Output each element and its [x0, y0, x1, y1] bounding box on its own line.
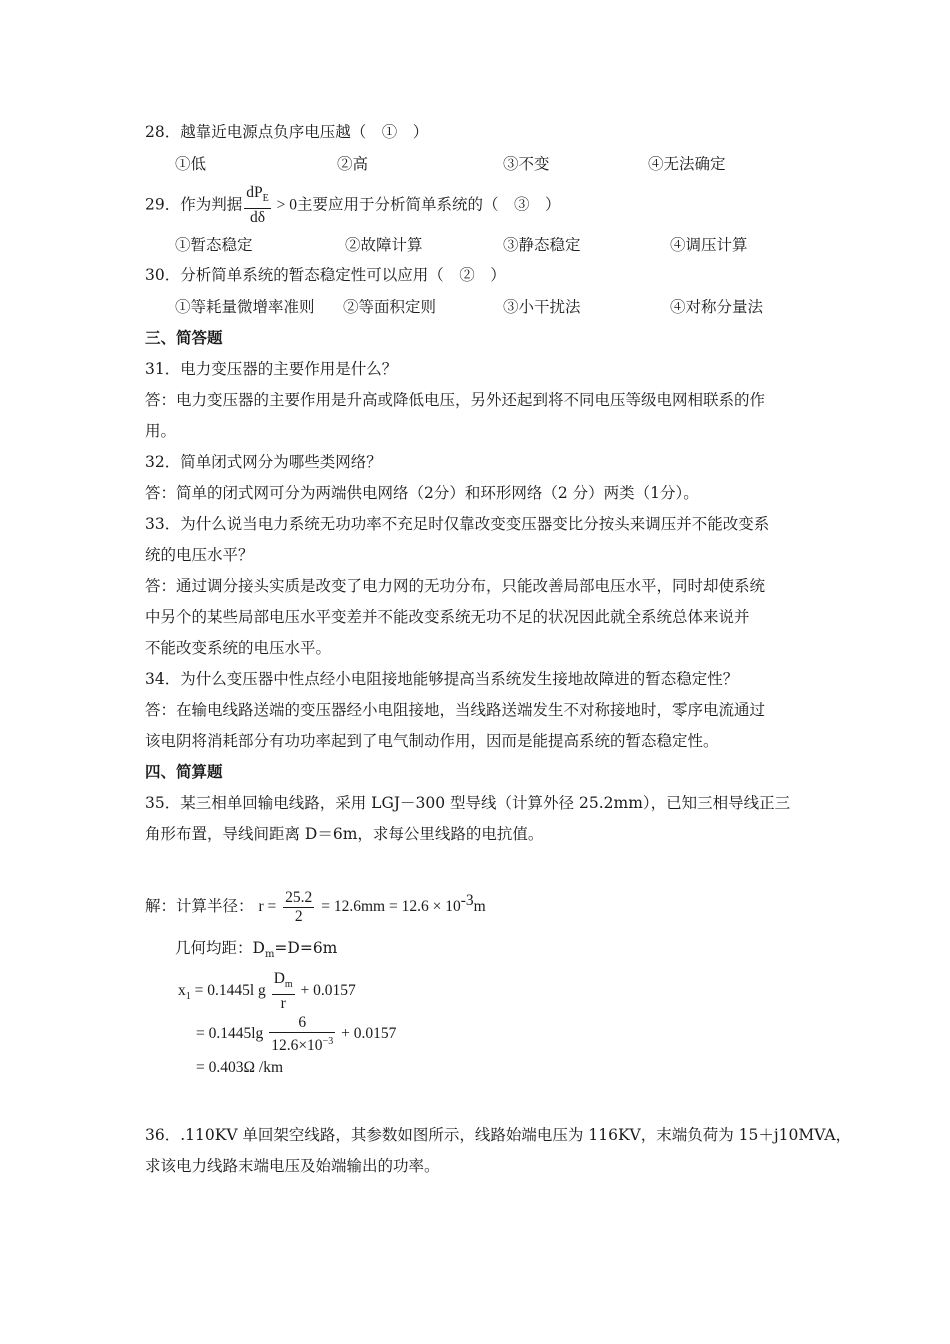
q35-x2-eq: = 0.1445lg [196, 1025, 264, 1043]
q28-stem: 28．越靠近电源点负序电压越（ ① ） [145, 123, 429, 141]
q29-derivative-fraction [244, 184, 270, 227]
q33-answer-line-3: 不能改变系统的电压水平。 [145, 639, 332, 657]
q35-x1-sub: 1 [185, 991, 191, 1003]
q30-option-2: ②等面积定则 [343, 298, 437, 316]
section-3-heading: 三、简答题 [145, 328, 223, 347]
q32-question: 32．简单闭式网分为哪些类网络？ [145, 453, 382, 471]
q28-option-3: ③不变 [503, 155, 550, 173]
q35-x1-result: = 0.403Ω /km [196, 1059, 283, 1076]
q36-line-1: 36．.110KV 单回架空线路，其参数如图所示，线路始端电压为 116KV，末端负荷为 15＋j10MVA， [145, 1126, 852, 1144]
q31-answer-line-1: 答：电力变压器的主要作用是升高或降低电压，另外还起到将不同电压等级电网相联系的作 [145, 391, 766, 409]
q36-line-2: 求该电力线路末端电压及始端输出的功率。 [145, 1157, 440, 1175]
q35-r-fraction [283, 889, 314, 926]
q35-dm-sub: m [264, 949, 275, 961]
q33-answer-line-2: 中另个的某些局部电压水平变差并不能改变系统无功不足的状况因此就全系统总体来说并 [145, 608, 750, 626]
q29-option-1: ①暂态稳定 [175, 236, 253, 254]
q33-answer-line-1: 答：通过调分接头实质是改变了电力网的无功分布，只能改善局部电压水平，同时却使系统 [145, 577, 766, 595]
q35-x2-den: 12.6×10 [271, 1037, 323, 1055]
q35-r-num: 25.2 [285, 888, 313, 906]
q34-question: 34．为什么变压器中性点经小电阻接地能够提高当系统发生接地故障进的暂态稳定性？ [145, 670, 739, 688]
q29-suffix: 主要应用于分析简单系统的（ ③ ） [296, 195, 561, 214]
q32-answer-line-1: 答：简单的闭式网可分为两端供电网络（2分）和环形网络（2 分）两类（1分）。 [145, 484, 699, 502]
q35-geometric-mean-distance [175, 938, 337, 965]
q35-r-rhs: = 12.6mm = 12.6 × 10 [321, 898, 461, 916]
q30-option-1: ①等耗量微增率准则 [175, 298, 315, 316]
q35-dm-rest: =D=6m [274, 939, 338, 957]
q35-x1-frac-num-sub: m [284, 979, 293, 991]
q35-x2-num: 6 [269, 1014, 335, 1033]
q35-r-unit: m [473, 898, 486, 916]
q28-option-2: ②高 [337, 155, 369, 173]
q28-option-1: ①低 [175, 155, 207, 173]
q30-option-4: ④对称分量法 [670, 298, 764, 316]
q29-option-2: ②故障计算 [345, 236, 423, 254]
section-4-heading: 四、简算题 [145, 762, 223, 781]
q35-question-line-2: 角形布置，导线间距离 D＝6m，求每公里线路的电抗值。 [145, 825, 544, 843]
q35-r-exp: -3 [460, 892, 474, 909]
q29-inequality: > 0 [272, 196, 297, 214]
q28-option-4: ④无法确定 [648, 155, 726, 173]
q35-x1-fraction [272, 970, 295, 1013]
q35-x1-lhs: x [178, 982, 186, 1000]
q34-answer-line-2: 该电阴将消耗部分有功功率起到了电气制动作用，因而是能提高系统的暂态稳定性。 [145, 732, 719, 750]
q29-frac-num-sub: E [262, 193, 269, 205]
q29-frac-den: dδ [249, 209, 265, 227]
q30-option-3: ③小干扰法 [503, 298, 581, 316]
q35-x1-tail: + 0.0157 [300, 982, 356, 1000]
q33-question-line-2: 统的电压水平？ [145, 546, 254, 564]
q29-option-3: ③静态稳定 [503, 236, 581, 254]
q29-stem [145, 184, 560, 227]
q30-stem: 30．分析简单系统的暂态稳定性可以应用（ ② ） [145, 266, 506, 284]
q35-r-lhs: r = [258, 898, 277, 916]
q35-x2-den-exp: −3 [322, 1036, 334, 1047]
q35-solution-label: 解：计算半径： [145, 897, 254, 916]
q35-x1-equation [178, 970, 356, 1016]
q35-r-den: 2 [294, 907, 303, 925]
q31-answer-line-2: 用。 [145, 422, 177, 440]
q35-radius-equation [145, 882, 486, 926]
q35-x1-substituted [196, 1014, 396, 1055]
q35-question-line-1: 35．某三相单回输电线路，采用 LGJ－300 型导线（计算外径 25.2mm），已知三相导线正三 [145, 794, 791, 812]
q29-option-4: ④调压计算 [670, 236, 748, 254]
q31-question: 31．电力变压器的主要作用是什么？ [145, 360, 398, 378]
q29-frac-num: dP [246, 184, 263, 201]
q35-dm-text: 几何均距：D [175, 939, 265, 957]
q35-x1-eq: = 0.1445l g [190, 982, 266, 1000]
q35-x1-frac-num: D [273, 970, 285, 987]
q33-question-line-1: 33．为什么说当电力系统无功功率不充足时仅靠改变变压器变比分按头来调压并不能改变系 [145, 515, 770, 533]
q29-prefix: 29．作为判据 [145, 195, 243, 214]
q35-x2-tail: + 0.0157 [341, 1025, 397, 1043]
q34-answer-line-1: 答：在输电线路送端的变压器经小电阻接地，当线路送端发生不对称接地时，零序电流通过 [145, 701, 766, 719]
q35-x2-fraction [269, 1014, 335, 1055]
q35-x1-frac-den: r [280, 995, 286, 1013]
